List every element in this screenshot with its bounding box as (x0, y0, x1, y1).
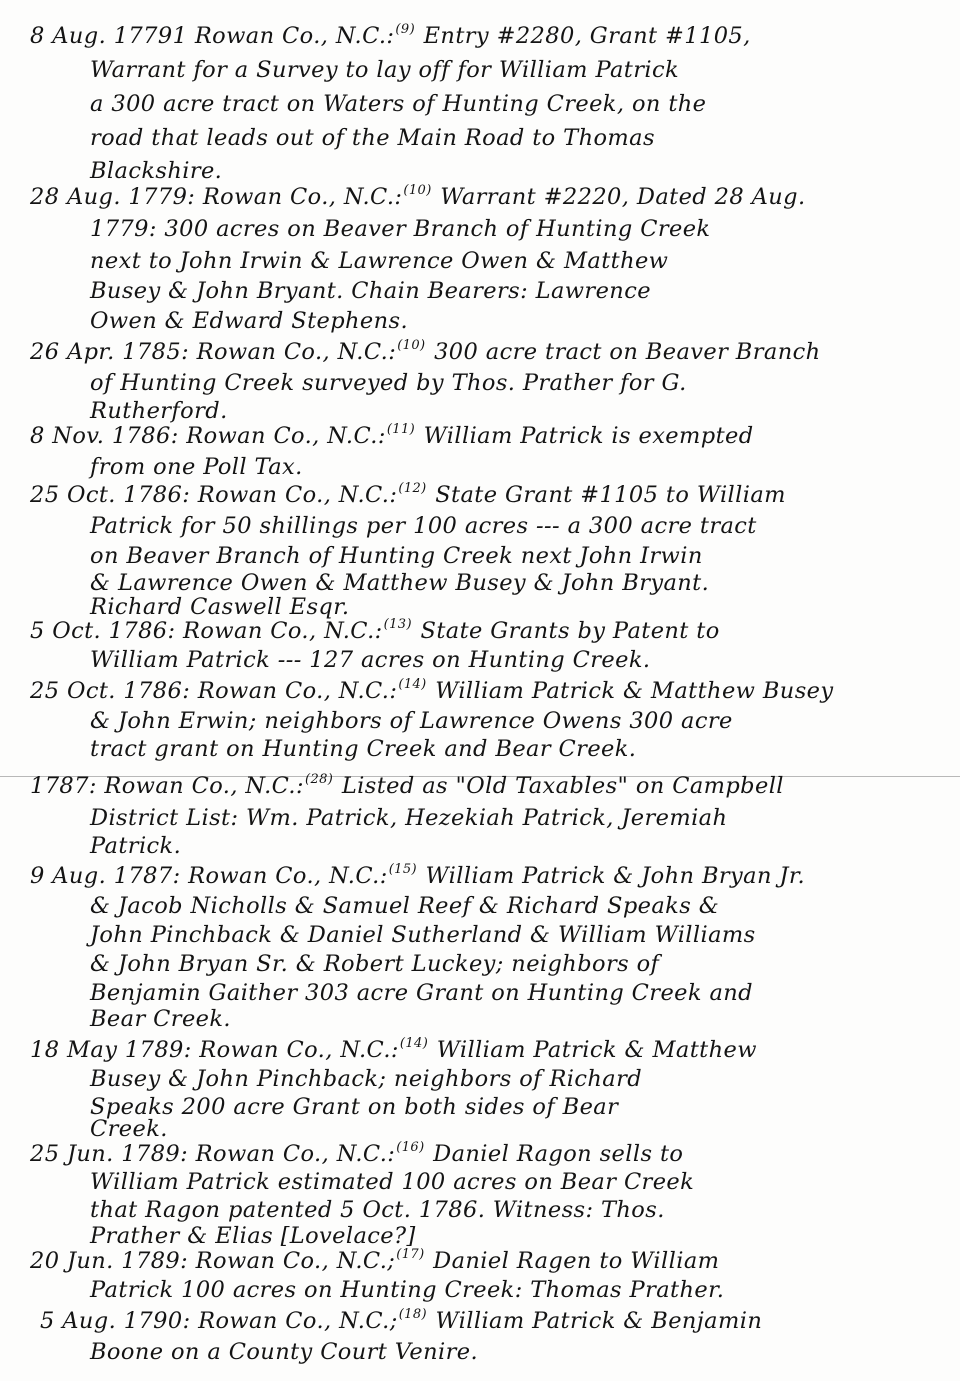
note-line (30, 22, 751, 50)
note-lead-tail: Daniel Ragon sells to (433, 1141, 684, 1167)
note-line: Speaks 200 acre Grant on both sides of Bear (90, 1094, 619, 1120)
note-lead: 5 Oct. 1786: Rowan Co., N.C.: (30, 618, 383, 644)
note-lead-tail: State Grant #1105 to William (435, 482, 786, 508)
footnote-ref: (28) (304, 772, 334, 787)
note-lead: 8 Aug. 17791 Rowan Co., N.C.: (30, 23, 395, 49)
note-line: Bear Creek. (90, 1006, 231, 1032)
footnote-ref: (11) (386, 422, 416, 437)
note-line: Warrant for a Survey to lay off for William Patrick (90, 57, 680, 83)
note-lead-tail: Daniel Ragen to William (433, 1248, 720, 1274)
note-lead: 28 Aug. 1779: Rowan Co., N.C.: (30, 184, 403, 210)
note-line: Rutherford. (90, 398, 228, 424)
note-line: Creek. (90, 1116, 168, 1142)
note-lead-tail: William Patrick is exempted (423, 423, 754, 449)
note-line: Busey & John Bryant. Chain Bearers: Lawrence (90, 278, 651, 304)
note-line: Prather & Elias [Lovelace?] (90, 1223, 416, 1249)
note-lead: 5 Aug. 1790: Rowan Co., N.C.; (40, 1308, 398, 1334)
note-line (30, 481, 786, 509)
note-line: Boone on a County Court Venire. (90, 1339, 479, 1365)
note-line: of Hunting Creek surveyed by Thos. Prather for G. (90, 370, 687, 396)
note-line: tract grant on Hunting Creek and Bear Creek. (90, 736, 637, 762)
note-lead-tail: William Patrick & Matthew (436, 1037, 757, 1063)
note-line (30, 1140, 683, 1168)
note-lead-tail: Listed as "Old Taxables" on Campbell (341, 773, 784, 799)
note-line: & John Bryan Sr. & Robert Luckey; neighbors of (90, 951, 660, 977)
footnote-ref: (18) (398, 1307, 427, 1322)
note-lead-tail: State Grants by Patent to (420, 618, 720, 644)
note-line (30, 1036, 757, 1064)
note-line: Patrick for 50 shillings per 100 acres --- a 300 acre tract (90, 513, 757, 539)
note-lead: 18 May 1789: Rowan Co., N.C.: (30, 1037, 399, 1063)
footnote-ref: (10) (403, 183, 432, 198)
note-line: John Pinchback & Daniel Sutherland & William Williams (90, 922, 756, 948)
note-line: Patrick 100 acres on Hunting Creek: Thomas Prather. (90, 1277, 725, 1303)
note-lead: 25 Oct. 1786: Rowan Co., N.C.: (30, 678, 398, 704)
note-line (30, 617, 720, 645)
note-lead-tail: Warrant #2220, Dated 28 Aug. (440, 184, 806, 210)
note-line: next to John Irwin & Lawrence Owen & Matthew (90, 248, 669, 274)
note-lead: 25 Jun. 1789: Rowan Co., N.C.: (30, 1141, 396, 1167)
note-line: Blackshire. (90, 158, 223, 184)
note-line (30, 677, 833, 705)
note-lead-tail: Entry #2280, Grant #1105, (423, 23, 751, 49)
note-lead: 26 Apr. 1785: Rowan Co., N.C.: (30, 339, 397, 365)
note-line: road that leads out of the Main Road to Thomas (90, 125, 655, 151)
note-lead: 9 Aug. 1787: Rowan Co., N.C.: (30, 863, 388, 889)
note-lead-tail: William Patrick & John Bryan Jr. (425, 863, 806, 889)
note-line (30, 183, 806, 211)
footnote-ref: (10) (397, 338, 426, 353)
footnote-ref: (16) (396, 1140, 425, 1155)
note-line: Busey & John Pinchback; neighbors of Richard (90, 1066, 643, 1092)
note-line: a 300 acre tract on Waters of Hunting Creek, on the (90, 91, 707, 117)
note-line: William Patrick --- 127 acres on Hunting Creek. (90, 647, 651, 673)
note-line: & John Erwin; neighbors of Lawrence Owens 300 acre (90, 708, 733, 734)
note-lead-tail: 300 acre tract on Beaver Branch (434, 339, 821, 365)
note-lead: 25 Oct. 1786: Rowan Co., N.C.: (30, 482, 398, 508)
note-line: Benjamin Gaither 303 acre Grant on Hunting Creek and (90, 980, 753, 1006)
note-line (30, 772, 784, 800)
note-line: District List: Wm. Patrick, Hezekiah Patrick, Jeremiah (90, 805, 728, 831)
note-line: Patrick. (90, 833, 182, 859)
footnote-ref: (14) (399, 1036, 429, 1051)
note-line (30, 862, 805, 890)
footnote-ref: (9) (395, 22, 416, 37)
note-lead: 1787: Rowan Co., N.C.: (30, 773, 304, 799)
note-lead-tail: William Patrick & Benjamin (435, 1308, 763, 1334)
footnote-ref: (15) (388, 862, 417, 877)
note-line: from one Poll Tax. (90, 454, 303, 480)
note-line: William Patrick estimated 100 acres on Bear Creek (90, 1169, 695, 1195)
footnote-ref: (14) (398, 677, 427, 692)
note-line (30, 422, 754, 450)
note-lead: 20 Jun. 1789: Rowan Co., N.C.; (30, 1248, 396, 1274)
note-line (30, 338, 820, 366)
note-line: & Lawrence Owen & Matthew Busey & John Bryant. (90, 570, 710, 596)
note-line (40, 1307, 762, 1335)
footnote-ref: (13) (383, 617, 412, 632)
note-line: 1779: 300 acres on Beaver Branch of Hunting Creek (90, 216, 711, 242)
note-lead-tail: William Patrick & Matthew Busey (435, 678, 834, 704)
note-line: on Beaver Branch of Hunting Creek next John Irwin (90, 543, 703, 569)
note-line (30, 1247, 719, 1275)
footnote-ref: (17) (396, 1247, 425, 1262)
note-lead: 8 Nov. 1786: Rowan Co., N.C.: (30, 423, 386, 449)
note-line: that Ragon patented 5 Oct. 1786. Witness: Thos. (90, 1197, 665, 1223)
footnote-ref: (12) (398, 481, 427, 496)
note-line: Owen & Edward Stephens. (90, 308, 409, 334)
note-line: & Jacob Nicholls & Samuel Reef & Richard Speaks & (90, 893, 720, 919)
note-line: Richard Caswell Esqr. (90, 594, 350, 620)
